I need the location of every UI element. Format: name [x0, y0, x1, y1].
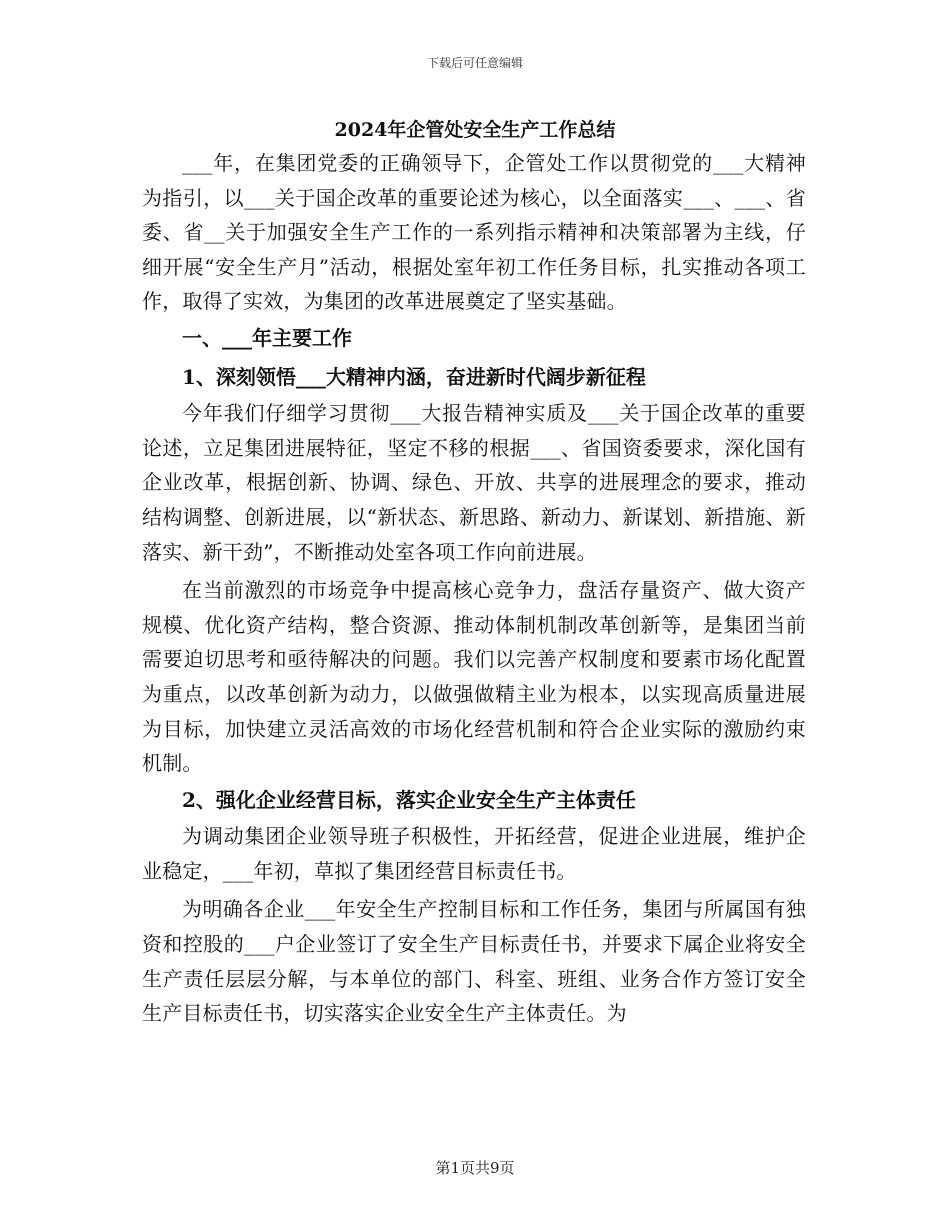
subsection-heading: 1、深刻领悟___大精神内涵，奋进新时代阔步新征程 [182, 364, 646, 389]
paragraph: 为调动集团企业领导班子积极性，开拓经营，促进企业进展，维护企业稳定，___年初，草拟了集团经营目标责任书。 [142, 824, 806, 883]
page-number: 第1页共9页 [435, 1159, 515, 1177]
header-note: 下载后可任意编辑 [426, 56, 523, 70]
paragraph: 在当前激烈的市场竞争中提高核心竞争力，盘活存量资产、做大资产规模、优化资产结构，整合资源、推动体制机制改革创新等，是集团当前需要迫切思考和亟待解决的问题。我们以完善产权制度和要素市场化配置为重点，以改革创新为动力，以做强做精主业为根本，以实现高质量进展为目标，加快建立灵活高效的市场化经营机制和符合企业实际的激励约束机制。 [142, 578, 806, 776]
document-title: 2024年企管处安全生产工作总结 [334, 119, 616, 141]
paragraph: 为明确各企业___年安全生产控制目标和工作任务，集团与所属国有独资和控股的___户企业签订了安全生产目标责任书，并要求下属企业将安全生产责任层层分解，与本单位的部门、科室、班组、业务合作方签订安全生产目标责任书，切实落实企业安全生产主体责任。为 [142, 897, 806, 1026]
section-heading: 一、___年主要工作 [182, 325, 352, 350]
paragraph: ___年，在集团党委的正确领导下，企管处工作以贯彻党的___大精神为指引，以___关于国企改革的重要论述为核心，以全面落实___、___、省委、省__关于加强安全生产工作的一系列指示精神和决策部署为主线，仔细开展“安全生产月”活动，根据处室年初工作任务目标，扎实推动各项工作，取得了实效，为集团的改革进展奠定了坚实基础。 [142, 151, 806, 314]
document-body [142, 146, 806, 1031]
subsection-heading: 2、强化企业经营目标，落实企业安全生产主体责任 [182, 787, 636, 812]
paragraph: 今年我们仔细学习贯彻___大报告精神实质及___关于国企改革的重要论述，立足集团进展特征，坚定不移的根据___、省国资委要求，深化国有企业改革，根据创新、协调、绿色、开放、共享的进展理念的要求，推动结构调整、创新进展，以“新状态、新思路、新动力、新谋划、新措施、新落实、新干劲”，不断推动处室各项工作向前进展。 [142, 401, 806, 564]
